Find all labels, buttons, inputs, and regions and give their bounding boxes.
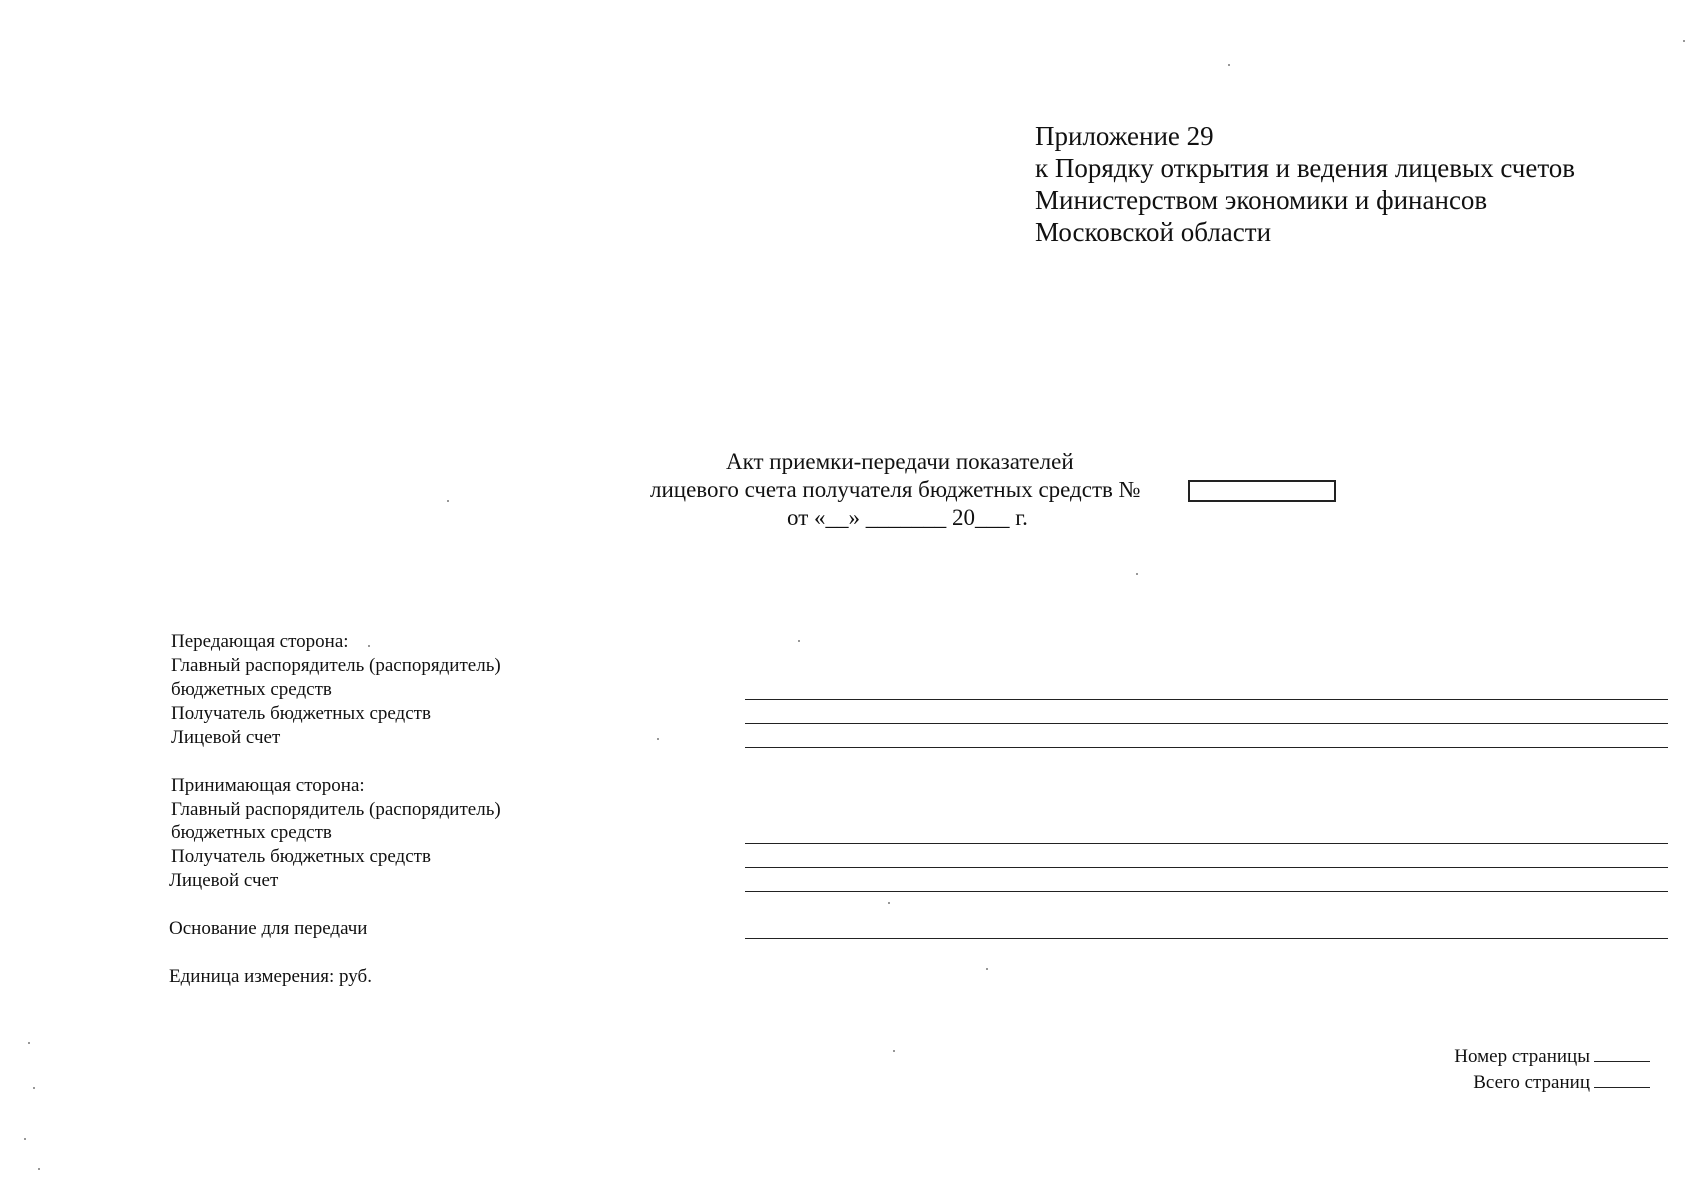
scan-speck bbox=[24, 1138, 26, 1140]
scan-speck bbox=[657, 738, 659, 740]
scan-speck bbox=[888, 902, 890, 904]
appendix-reference-line: к Порядку открытия и ведения лицевых счетов bbox=[1035, 153, 1576, 183]
receiving-manager-label: Главный распорядитель (распорядитель) bbox=[171, 799, 501, 820]
appendix-ministry-line: Министерством экономики и финансов bbox=[1035, 185, 1488, 215]
page-number-field[interactable] bbox=[1594, 1045, 1650, 1062]
transferring-manager-fill-line[interactable] bbox=[745, 699, 1668, 700]
transferring-account-label: Лицевой счет bbox=[171, 727, 281, 748]
total-pages-field[interactable] bbox=[1594, 1071, 1650, 1088]
total-pages-row bbox=[1473, 1070, 1650, 1095]
scan-speck bbox=[368, 645, 370, 647]
page-number-row bbox=[1454, 1044, 1650, 1069]
scan-speck bbox=[28, 1042, 30, 1044]
receiving-manager-label-cont: бюджетных средств bbox=[171, 822, 332, 843]
transferring-account-fill-line[interactable] bbox=[745, 747, 1668, 748]
scan-speck bbox=[1228, 64, 1230, 66]
scan-speck bbox=[986, 968, 988, 970]
scan-speck bbox=[38, 1168, 40, 1170]
unit-of-measure-label: Единица измерения: руб. bbox=[169, 966, 372, 987]
receiving-account-fill-line[interactable] bbox=[745, 891, 1668, 892]
transferring-manager-label: Главный распорядитель (распорядитель) bbox=[171, 655, 501, 676]
transferring-recipient-label: Получатель бюджетных средств bbox=[171, 703, 431, 724]
receiving-manager-fill-line[interactable] bbox=[745, 843, 1668, 844]
transfer-basis-label: Основание для передачи bbox=[169, 918, 368, 939]
page-number-label: Номер страницы bbox=[1454, 1046, 1590, 1067]
appendix-number: Приложение 29 bbox=[1035, 121, 1214, 151]
transferring-recipient-fill-line[interactable] bbox=[745, 723, 1668, 724]
scan-speck bbox=[447, 500, 449, 502]
total-pages-label: Всего страниц bbox=[1473, 1072, 1590, 1093]
document-date-line: от «__» _______ 20___ г. bbox=[787, 505, 1028, 530]
receiving-account-label: Лицевой счет bbox=[169, 870, 279, 891]
receiving-party-heading: Принимающая сторона: bbox=[171, 775, 365, 796]
appendix-block bbox=[1035, 120, 1575, 248]
scan-speck bbox=[1136, 573, 1138, 575]
scan-speck bbox=[1683, 40, 1685, 42]
document-title: Акт приемки-передачи показателей bbox=[726, 449, 1074, 474]
receiving-recipient-label: Получатель бюджетных средств bbox=[171, 846, 431, 867]
transferring-party-heading: Передающая сторона: bbox=[171, 631, 349, 652]
document-title-account-line: лицевого счета получателя бюджетных средств № bbox=[650, 477, 1141, 502]
receiving-recipient-fill-line[interactable] bbox=[745, 867, 1668, 868]
transferring-manager-label-cont: бюджетных средств bbox=[171, 679, 332, 700]
scan-speck bbox=[893, 1050, 895, 1052]
account-number-field[interactable] bbox=[1188, 480, 1336, 502]
scan-speck bbox=[33, 1087, 35, 1089]
appendix-region-line: Московской области bbox=[1035, 217, 1272, 247]
transfer-basis-fill-line[interactable] bbox=[745, 938, 1668, 939]
scan-speck bbox=[798, 640, 800, 642]
